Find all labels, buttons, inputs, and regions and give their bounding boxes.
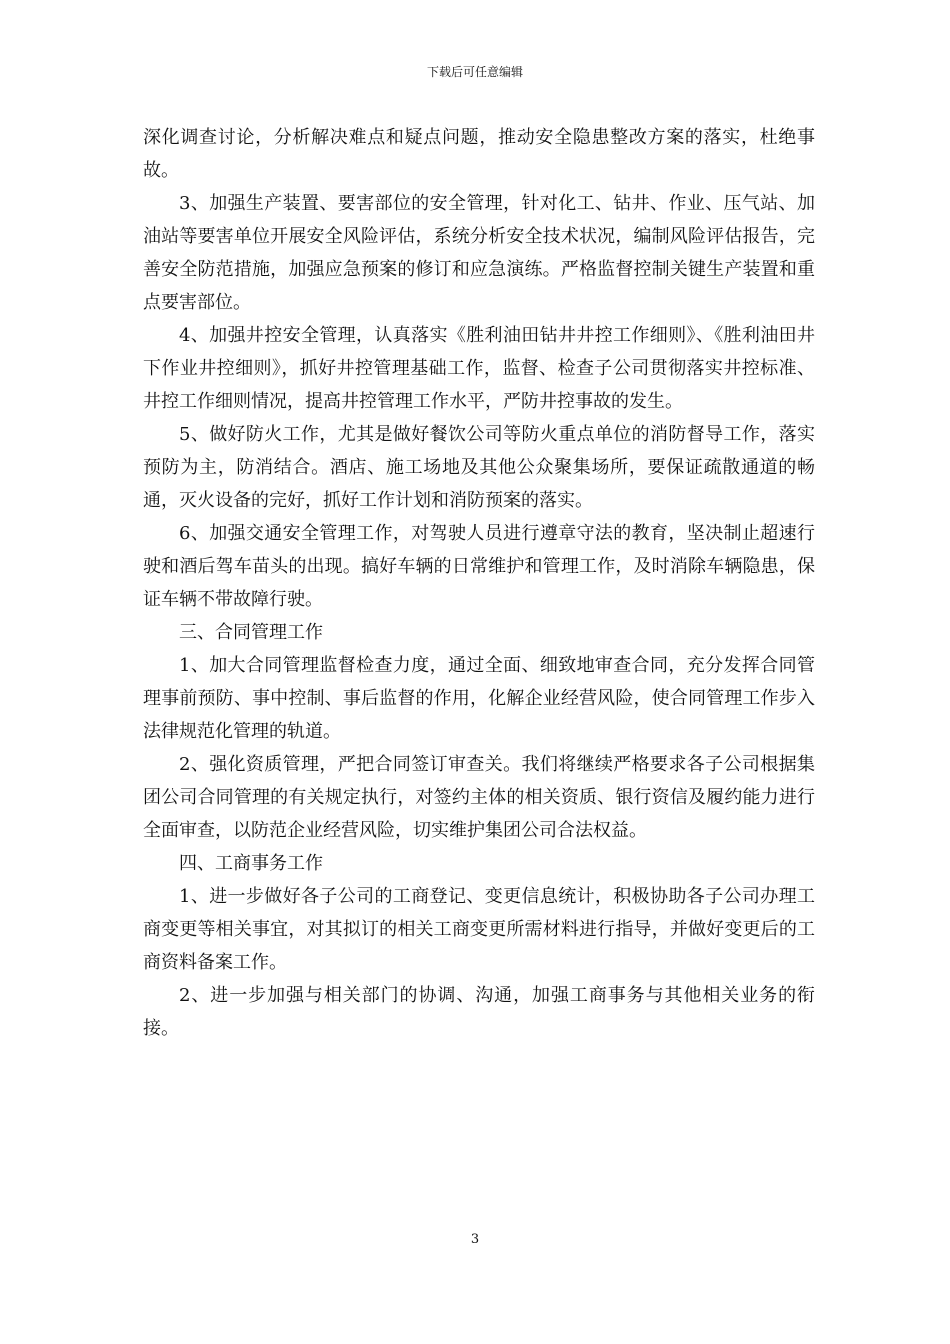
paragraph-8: 1、进一步做好各子公司的工商登记、变更信息统计，积极协助各子公司办理工商变更等相关事宜，对其拟订的相关工商变更所需材料进行指导，并做好变更后的工商资料备案工作。 [143, 886, 815, 973]
paragraph-6: 1、加大合同管理监督检查力度，通过全面、细致地审查合同，充分发挥合同管理事前预防、事中控制、事后监督的作用，化解企业经营风险，使合同管理工作步入法律规范化管理的轨道。 [143, 655, 815, 742]
page-number: 3 [470, 1232, 480, 1247]
paragraph-7: 2、强化资质管理，严把合同签订审查关。我们将继续严格要求各子公司根据集团公司合同管理的有关规定执行，对签约主体的相关资质、银行资信及履约能力进行全面审查，以防范企业经营风险，切实维护集团公司合法权益。 [143, 754, 815, 841]
paragraph-2: 3、加强生产装置、要害部位的安全管理，针对化工、钻井、作业、压气站、加油站等要害单位开展安全风险评估，系统分析安全技术状况，编制风险评估报告，完善安全防范措施，加强应急预案的修订和应急演练。严格监督控制关键生产装置和重点要害部位。 [143, 193, 815, 313]
page-header: 下载后可任意编辑 [426, 65, 523, 79]
paragraph-9: 2、进一步加强与相关部门的协调、沟通，加强工商事务与其他相关业务的衔接。 [143, 985, 815, 1039]
paragraph-5: 6、加强交通安全管理工作，对驾驶人员进行遵章守法的教育，坚决制止超速行驶和酒后驾车苗头的出现。搞好车辆的日常维护和管理工作，及时消除车辆隐患，保证车辆不带故障行驶。 [143, 523, 815, 610]
document-body [143, 121, 815, 1045]
paragraph-3: 4、加强井控安全管理，认真落实《胜利油田钻井井控工作细则》、《胜利油田井下作业井控细则》，抓好井控管理基础工作，监督、检查子公司贯彻落实井控标准、井控工作细则情况，提高井控管理工作水平，严防井控事故的发生。 [143, 325, 815, 412]
section-heading-business: 四、工商事务工作 [179, 853, 323, 874]
section-heading-contract: 三、合同管理工作 [179, 622, 323, 643]
paragraph-1: 深化调查讨论，分析解决难点和疑点问题，推动安全隐患整改方案的落实，杜绝事故。 [143, 127, 815, 181]
paragraph-4: 5、做好防火工作，尤其是做好餐饮公司等防火重点单位的消防督导工作，落实预防为主，防消结合。酒店、施工场地及其他公众聚集场所，要保证疏散通道的畅通，灭火设备的完好，抓好工作计划和消防预案的落实。 [143, 424, 815, 511]
